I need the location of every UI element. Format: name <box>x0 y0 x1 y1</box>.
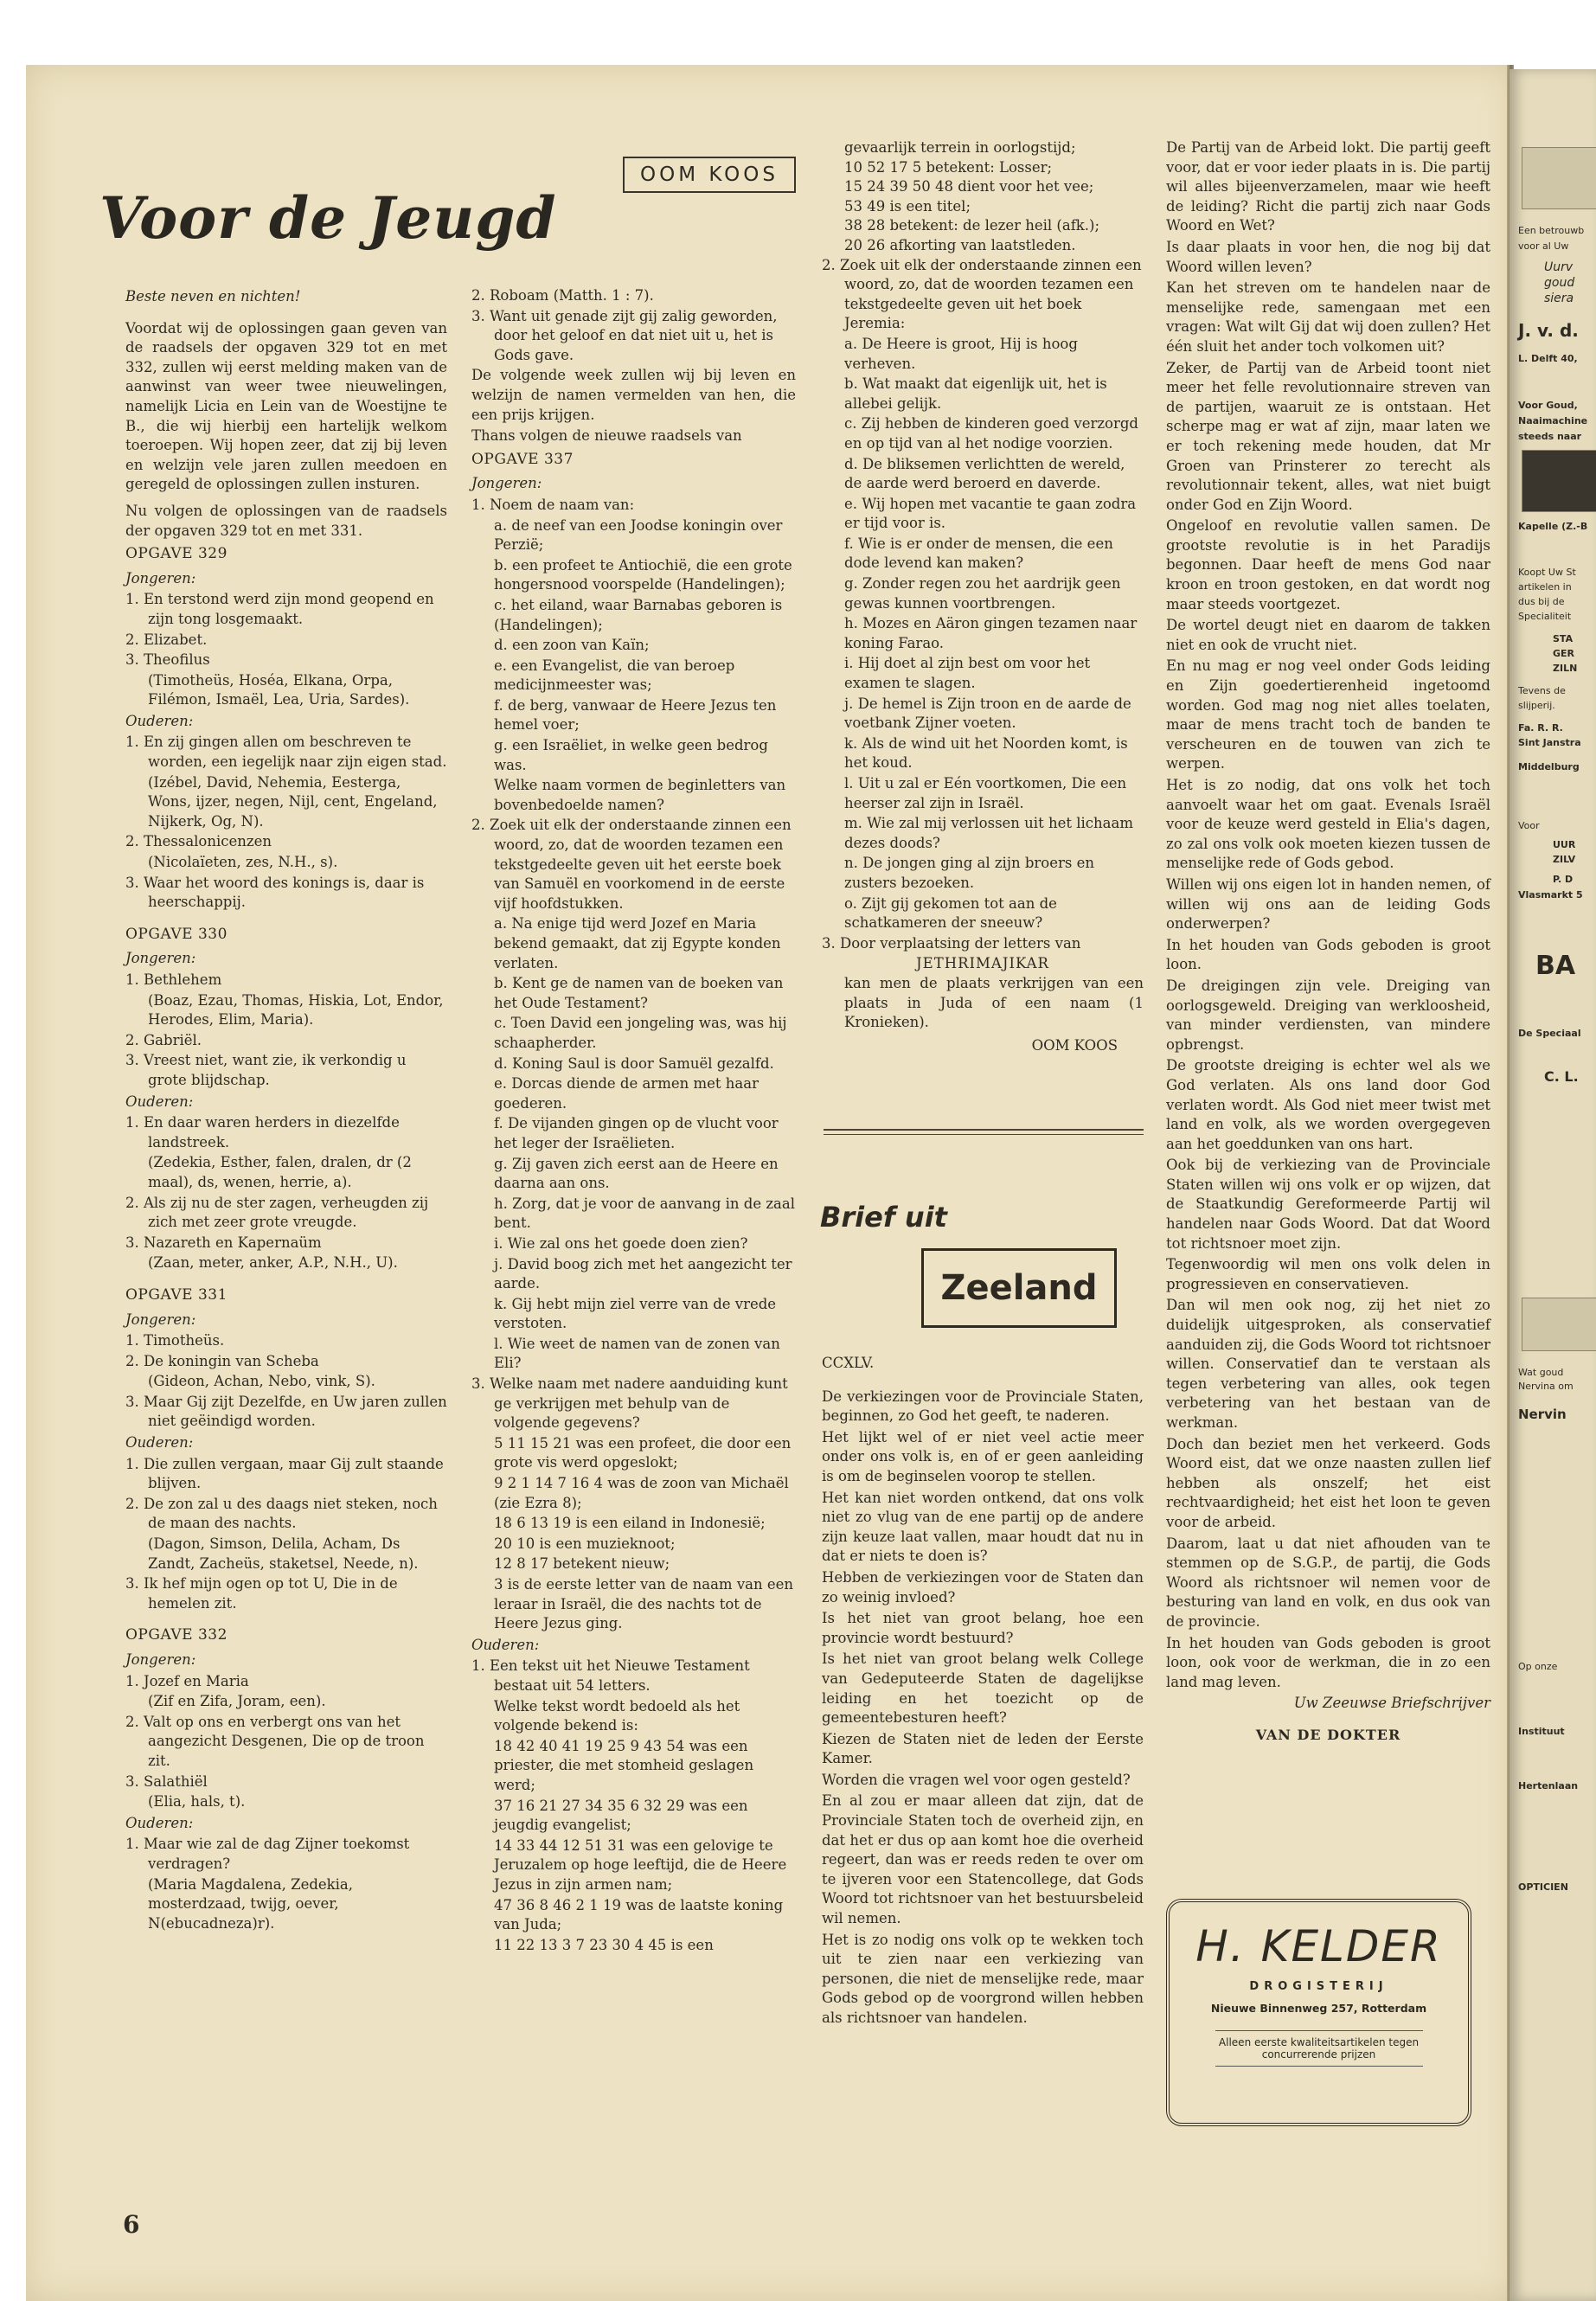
column-1 <box>125 285 447 1934</box>
answer-list <box>125 1455 447 1614</box>
answer-detail: (Maria Magdalena, Zedekia, mosterdzaad, twijg, oever, N(ebucadneza)r). <box>148 1875 354 1932</box>
answer-item: 1. Die zullen vergaan, maar Gij zult staande blijven. <box>125 1455 444 1492</box>
article-paragraph: De dreigingen zijn vele. Dreiging van oorlogsgeweld. Dreiging van werkloosheid, van minder verdiensten, van mindere opbrengst. <box>1166 977 1490 1053</box>
article-paragraph: De wortel deugt niet en daarom de takken niet en ook de vrucht niet. <box>1166 617 1490 653</box>
puzzle-clue: i. Wie zal ons het goede doen zien? <box>494 1234 748 1252</box>
answer-item: 3. Vreest niet, want zie, ik verkondig u grote blijdschap. <box>125 1052 407 1088</box>
puzzle-clue: f. Wie is er onder de mensen, die een dode levend kan maken? <box>844 535 1113 572</box>
answer-item: 3. Nazareth en Kapernaüm <box>125 1234 322 1251</box>
puzzle-clue: d. Koning Saul is door Samuël gezalfd. <box>494 1054 774 1072</box>
answer-detail: (Nicolaïeten, zes, N.H., s). <box>148 854 338 871</box>
answer-item: 1. Jozef en Maria <box>125 1672 249 1689</box>
article-paragraph: Doch dan beziet men het verkeerd. Gods Woord eist, dat we onze naasten zullen lief hebben als onszelf; het eist rechtvaardigheid; het eist het loon te geven voor de arbeid. <box>1166 1435 1490 1530</box>
ad-box <box>1522 147 1596 209</box>
puzzle-clue: m. Wie zal mij verlossen uit het lichaam dezes doods? <box>844 815 1133 851</box>
intro-paragraph-2: Nu volgen de oplossingen van de raadsels der opgaven 329 tot en met 331. <box>125 502 447 539</box>
group-label: Jongeren: <box>125 569 196 586</box>
group-label: Ouderen: <box>125 1093 194 1110</box>
answer-list <box>125 590 447 710</box>
group-label: Ouderen: <box>125 1814 194 1831</box>
puzzle-clue: h. Mozes en Aäron gingen tezamen naar koning Farao. <box>844 615 1138 651</box>
answer-item: 3. Salathiël <box>125 1772 208 1790</box>
section-title-box: Zeeland <box>921 1248 1117 1328</box>
group-label: Jongeren: <box>125 950 196 967</box>
puzzle-list <box>471 1657 796 1955</box>
puzzle-clue: 20 10 is een muzieknoot; <box>494 1535 676 1552</box>
puzzle-clue: c. Toen David een jongeling was, was hij schaapherder. <box>494 1015 787 1051</box>
ad-text: UUR <box>1553 839 1576 850</box>
ad-text: Voor <box>1518 820 1540 831</box>
puzzle-clue: g. Zij gaven zich eerst aan de Heere en daarna aan ons. <box>494 1155 779 1192</box>
ad-text: Nervin <box>1518 1407 1567 1422</box>
article-paragraph: Hebben de verkiezingen voor de Staten dan zo weinig invloed? <box>822 1568 1144 1606</box>
signature: OOM KOOS <box>1031 1036 1118 1054</box>
group-label: Jongeren: <box>125 1311 196 1328</box>
section-heading: OPGAVE 329 <box>125 545 228 563</box>
puzzle-list <box>471 496 796 1634</box>
puzzle-item: 3. Door verplaatsing der letters van <box>822 934 1081 952</box>
puzzle-clue: c. Zij hebben de kinderen goed verzorgd en op tijd van al het nodige voorzien. <box>844 415 1138 452</box>
article-paragraph: En al zou er maar alleen dat zijn, dat de Provinciale Staten toch de overheid zijn, en dat het er dus op aan komt hoe die overheid regeert, dan was er reeds reden te over om te ijveren voor een Statencollege, dat Gods Woord tot richtsnoer van het bestuursbeleid wil nemen. <box>822 1792 1144 1927</box>
ad-address: Nieuwe Binnenweg 257, Rotterdam <box>1210 2002 1427 2015</box>
puzzle-clue: gevaarlijk terrein in oorlogstijd; <box>844 139 1076 156</box>
puzzle-clue: f. de berg, vanwaar de Heere Jezus ten hemel voer; <box>494 696 777 734</box>
answer-item: 3. Maar Gij zijt Dezelfde, en Uw jaren zullen niet geëindigd worden. <box>125 1393 447 1430</box>
article-paragraph: Zeker, de Partij van de Arbeid toont niet meer het felle revolutionnaire streven van de partijen, waaruit ze is ontstaan. Het scherpe mag er wat af zijn, maar laten we er toch rekening mede houden, dat Mr Groen van Prinsterer zo terecht als revolutionnair tekent, alles, wat niet buigt onder God en Zijn Woord. <box>1166 359 1490 513</box>
puzzle-clue: 20 26 afkorting van laatstleden. <box>844 236 1076 253</box>
article-paragraph: Worden die vragen wel voor ogen gesteld? <box>822 1771 1131 1788</box>
puzzle-clue: 47 36 8 46 2 1 19 was de laatste koning van Juda; <box>494 1896 784 1933</box>
article-paragraph: Kiezen de Staten niet de leden der Eerste Kamer. <box>822 1730 1144 1767</box>
group-label: Ouderen: <box>471 1636 540 1653</box>
puzzle-clue: c. het eiland, waar Barnabas geboren is (Handelingen); <box>494 596 783 633</box>
ad-text: ZILN <box>1553 663 1578 674</box>
ad-text: goud <box>1544 276 1575 290</box>
puzzle-clue: o. Zijt gij gekomen tot aan de schatkameren der sneeuw? <box>844 894 1057 932</box>
puzzle-clue: 53 49 is een titel; <box>844 197 971 215</box>
puzzle-clue: b. Wat maakt dat eigenlijk uit, het is allebei gelijk. <box>844 375 1107 412</box>
puzzle-clue: 11 22 13 3 7 23 30 4 45 is een <box>494 1936 714 1953</box>
article-paragraph: Daarom, laat u dat niet afhouden van te stemmen op de S.G.P., de partij, die Gods Woord als richtsnoer wil nemen voor de besturing van land en volk, en dus ook van de provincie. <box>1166 1535 1490 1630</box>
puzzle-clue: 12 8 17 betekent nieuw; <box>494 1555 670 1573</box>
next-page-edge <box>1509 69 1596 2301</box>
article-paragraph: Ongeloof en revolutie vallen samen. De grootste revolutie is in het Paradijs begonnen. Daar heeft de mens God naar kroon en troon gestoken, en dat wordt nog maar steeds voortgezet. <box>1166 517 1490 612</box>
puzzle-clue: 5 11 15 21 was een profeet, die door een grote vis werd opgeslokt; <box>494 1434 792 1471</box>
column-3-lower <box>822 1354 1144 2030</box>
puzzle-clue: n. De jongen ging al zijn broers en zusters bezoeken. <box>844 855 1094 891</box>
group-label: Jongeren: <box>125 1651 196 1668</box>
answer-item: 2. De zon zal u des daags niet steken, noch de maan des nachts. <box>125 1495 438 1532</box>
answer-list <box>125 971 447 1091</box>
article-paragraph: Het is zo nodig, dat ons volk het toch aanvoelt waar het om gaat. Evenals Israël voor de keuze werd gesteld in Elia's dagen, zo zal ons volk ook moeten kiezen tussen de menselijke rede of Gods gebod. <box>1166 777 1490 872</box>
ad-text: steeds naar <box>1518 431 1582 442</box>
ad-text: Hertenlaan <box>1518 1780 1579 1791</box>
puzzle-clue: f. De vijanden gingen op de vlucht voor het leger der Israëlieten. <box>494 1115 779 1151</box>
ad-text: P. D <box>1553 874 1574 885</box>
ad-text: De Speciaal <box>1518 1028 1581 1039</box>
group-label: Jongeren: <box>471 475 542 492</box>
answer-list <box>125 1672 447 1812</box>
answer-list <box>125 1331 447 1432</box>
answer-detail: (Boaz, Ezau, Thomas, Hiskia, Lot, Endor, Herodes, Elim, Maria). <box>148 991 444 1029</box>
section-heading: OPGAVE 337 <box>471 450 574 468</box>
intro-paragraph: Voordat wij de oplossingen gaan geven van de raadsels der opgaven 329 tot en met 332, zullen wij eerst melding maken van de aanwinst van weer twee nieuwelingen, namelijk Licia en Lein van de Woestijne te B., die wij hierbij een hartelijk welkom toeroepen. Wij hopen zeer, dat zij bij leven en welzijn vele jaren zullen meedoen en geregeld de oplossingen zullen insturen. <box>125 319 447 493</box>
puzzle-clue: e. een Evangelist, die van beroep medicijnmeester was; <box>494 657 735 694</box>
answer-item: 3. Theofilus <box>125 651 210 669</box>
puzzle-clue: 10 52 17 5 betekent: Losser; <box>844 158 1053 176</box>
answer-detail: (Zedekia, Esther, falen, dralen, dr (2 maal), ds, wenen, herrie, a). <box>148 1154 412 1190</box>
article-paragraph: In het houden van Gods geboden is groot loon. <box>1166 936 1490 973</box>
answer-item: 3. Waar het woord des konings is, daar is heerschappij. <box>125 874 425 911</box>
puzzle-clue: a. de neef van een Joodse koningin over Perzië; <box>494 516 783 554</box>
answer-item: 1. Maar wie zal de dag Zijner toekomst verdragen? <box>125 1836 410 1872</box>
answer-detail: (Timotheüs, Hoséa, Elkana, Orpa, Filémon, Ismaël, Lea, Uria, Sardes). <box>148 671 410 708</box>
ad-text: Fa. R. R. <box>1518 722 1563 734</box>
answer-item: 2. Roboam (Matth. 1 : 7). <box>471 287 654 304</box>
article-paragraph: Is het niet van groot belang, hoe een provincie wordt bestuurd? <box>822 1610 1144 1646</box>
section-heading: OPGAVE 331 <box>125 1285 228 1304</box>
answer-item: 2. Gabriël. <box>125 1031 202 1048</box>
ad-text: Naaimachine <box>1518 415 1588 426</box>
answer-item: 2. De koningin van Scheba <box>125 1352 319 1369</box>
answer-detail: (Gideon, Achan, Nebo, vink, S). <box>148 1373 375 1390</box>
section-heading: OPGAVE 330 <box>125 925 228 943</box>
section-title: Brief uit <box>820 1201 947 1234</box>
article-paragraph: Is daar plaats in voor hen, die nog bij dat Woord willen leven? <box>1166 238 1490 275</box>
answer-list <box>125 1835 447 1933</box>
article-paragraph: Tegenwoordig wil men ons volk delen in progressieven en conservatieven. <box>1166 1256 1490 1292</box>
answer-item: 1. Timotheüs. <box>125 1332 225 1349</box>
puzzle-item: 3. Welke naam met nadere aanduiding kunt ge verkrijgen met behulp van de volgende gegevens? <box>471 1375 788 1432</box>
puzzle-clue: a. De Heere is groot, Hij is hoog verheven. <box>844 335 1078 372</box>
ad-text: Koopt Uw St <box>1518 567 1576 578</box>
article-paragraph: Is het niet van groot belang welk College van Gedeputeerde Staten de dagelijkse leiding en het toezicht op de gemeentebesturen heeft? <box>822 1650 1144 1727</box>
article-paragraph: De Partij van de Arbeid lokt. Die partij geeft voor, dat er voor ieder plaats in is. Die partij wil alles bijeenverzamelen, maar wie heeft de leiding? Richt die partij zich naar Gods Woord en Wet? <box>1166 139 1490 234</box>
article-paragraph: Willen wij ons eigen lot in handen nemen, of willen wij ons aan de leiding Gods onderwerpen? <box>1166 875 1490 933</box>
answer-detail: (Zif en Zifa, Joram, een). <box>148 1693 326 1710</box>
ad-text: STA <box>1553 633 1574 644</box>
column-3 <box>822 138 1144 1055</box>
puzzle-clue: j. De hemel is Zijn troon en de aarde de voetbank Zijner voeten. <box>844 695 1131 732</box>
section-heading: OPGAVE 332 <box>125 1626 228 1644</box>
ad-text: slijperij. <box>1518 700 1555 711</box>
article-paragraph: Het kan niet worden ontkend, dat ons volk niet zo vlug van de ene partij op de andere zijn keuze laat vallen, maar houdt dat nu in dat er niets te doen is? <box>822 1489 1144 1565</box>
ad-image <box>1522 450 1596 512</box>
answer-item: 2. Als zij nu de ster zagen, verheugden zij zich met zeer grote vreugde. <box>125 1194 429 1231</box>
article-paragraph: Ook bij de verkiezing van de Provinciale Staten willen wij ons volk er op wijzen, dat de Staatkundig Gereformeerde Partij wil handelen naar Gods Woord. Dat dat Woord tot richtsnoer moet zijn. <box>1166 1157 1490 1252</box>
page-number: 6 <box>123 2210 140 2239</box>
ad-text: artikelen in <box>1518 581 1572 593</box>
article-paragraph: In het houden van Gods geboden is groot loon, ook voor de werkman, die in zo een land mag leven. <box>1166 1634 1490 1690</box>
puzzle-clue: l. Wie weet de namen van de zonen van Eli? <box>494 1335 780 1372</box>
puzzle-item: 1. Een tekst uit het Nieuwe Testament bestaat uit 54 letters. <box>471 1657 750 1694</box>
puzzle-clue: e. Wij hopen met vacantie te gaan zodra er tijd voor is. <box>844 495 1137 532</box>
ad-text: BA <box>1535 951 1576 981</box>
ad-text: Tevens de <box>1518 685 1566 696</box>
ad-text: siera <box>1544 292 1574 305</box>
ad-text: Kapelle (Z.-B <box>1518 521 1588 532</box>
answer-item: 2. Valt op ons en verbergt ons van het aangezicht Desgenen, Die op de troon zit. <box>125 1713 425 1769</box>
ad-text: Een betrouwb <box>1518 225 1585 236</box>
puzzle-clue: 9 2 1 14 7 16 4 was de zoon van Michaël (zie Ezra 8); <box>494 1475 789 1511</box>
article-paragraph: De verkiezingen voor de Provinciale Staten, beginnen, zo God het geeft, te naderen. <box>822 1388 1144 1425</box>
puzzle-clue: k. Gij hebt mijn ziel verre van de vrede verstoten. <box>494 1295 777 1332</box>
ad-text: Op onze <box>1518 1661 1558 1672</box>
puzzle-clue: 3 is de eerste letter van de naam van een leraar in Israël, die des nachts tot de Heere Jezus ging. <box>494 1576 794 1632</box>
section-heading: VAN DE DOKTER <box>1255 1726 1401 1743</box>
puzzle-list <box>822 256 1144 954</box>
column-divider <box>824 1129 1144 1131</box>
answer-item: 1. En zij gingen allen om beschreven te worden, een iegelijk naar zijn eigen stad. <box>125 734 447 771</box>
page-title: Voor de Jeugd <box>99 184 557 252</box>
answer-list <box>125 1113 447 1273</box>
ad-slogan: Alleen eerste kwaliteitsartikelen tegen concurrerende prijzen <box>1215 2030 1423 2067</box>
answer-detail: (Zaan, meter, anker, A.P., N.H., U). <box>148 1254 398 1272</box>
ad-text: Sint Janstra <box>1518 737 1581 748</box>
puzzle-clue: 14 33 44 12 51 31 was een gelovige te Jeruzalem op hoge leeftijd, die de Heere Jezus in zijn armen nam; <box>494 1836 787 1893</box>
paragraph: De volgende week zullen wij bij leven en welzijn de namen vermelden van hen, die een prijs krijgen. <box>471 367 796 423</box>
puzzle-clue: l. Uit u zal er Eén voortkomen, Die een heerser zal zijn in Israël. <box>844 775 1127 811</box>
ad-text: OPTICIEN <box>1518 1881 1568 1893</box>
puzzle-clue: Welke naam vormen de beginletters van bovenbedoelde namen? <box>494 777 786 813</box>
ad-subtitle: DROGISTERIJ <box>1249 1980 1388 1993</box>
puzzle-clue: b. Kent ge de namen van de boeken van het Oude Testament? <box>494 975 784 1011</box>
puzzle-clue: g. Zonder regen zou het aardrijk geen gewas kunnen voortbrengen. <box>844 575 1121 612</box>
ad-text: Uurv <box>1544 260 1574 274</box>
puzzle-clue: e. Dorcas diende de armen met haar goederen. <box>494 1075 759 1112</box>
puzzle-clue: k. Als de wind uit het Noorden komt, is het koud. <box>844 734 1128 772</box>
ad-text: Instituut <box>1518 1726 1565 1737</box>
ad-text: voor al Uw <box>1518 240 1569 252</box>
column-2 <box>471 286 796 1956</box>
ad-text: C. L. <box>1544 1068 1579 1085</box>
ad-text: Specialiteit <box>1518 611 1572 622</box>
puzzle-clue: Welke tekst wordt bedoeld als het volgende bekend is: <box>494 1697 740 1734</box>
answer-list <box>125 733 447 912</box>
ad-text: Nervina om <box>1518 1381 1574 1392</box>
ad-text: Middelburg <box>1518 761 1580 772</box>
ad-text: Wat goud <box>1518 1367 1564 1378</box>
greeting: Beste neven en nichten! <box>125 288 301 304</box>
answer-item: 1. En terstond werd zijn mond geopend en zijn tong losgemaakt. <box>125 591 434 627</box>
column-4 <box>1166 138 1490 1747</box>
puzzle-clue: 18 6 13 19 is een eiland in Indonesië; <box>494 1515 766 1532</box>
ad-text: GER <box>1553 648 1575 659</box>
puzzle-clue: 38 28 betekent: de lezer heil (afk.); <box>844 217 1100 234</box>
puzzle-clue: g. een Israëliet, in welke geen bedrog was. <box>494 737 768 773</box>
answer-detail: (Elia, hals, t). <box>148 1793 246 1811</box>
drugstore-ad <box>1166 1899 1471 2126</box>
answer-item: 3. Want uit genade zijt gij zalig geworden, door het geloof en dat niet uit u, het is Gods gave. <box>471 307 778 363</box>
ad-box <box>1522 1298 1596 1351</box>
puzzle-clue: 18 42 40 41 19 25 9 43 54 was een priester, die met stomheid geslagen werd; <box>494 1737 754 1793</box>
puzzle-clue: kan men de plaats verkrijgen van een plaats in Juda of een naam (1 Kronieken). <box>844 974 1144 1031</box>
puzzle-item: 2. Zoek uit elk der onderstaande zinnen een woord, zo, dat de woorden tezamen een tekstgedeelte geven uit het eerste boek van Samuël en voorkomend in de eerste vijf hoofdstukken. <box>471 817 792 912</box>
puzzle-clue: h. Zorg, dat je voor de aanvang in de zaal bent. <box>494 1195 796 1232</box>
article-paragraph: Dan wil men ook nog, zij het niet zo duidelijk uitgesproken, als conservatief aanduiden zij, die Gods Woord tot richtsnoer willen. Conservatief dan te verstaan als tegen verbetering van alles, ook tegen verbetering van het bestaan van de werkman. <box>1166 1297 1490 1431</box>
signature: Uw Zeeuwse Briefschrijver <box>1293 1695 1490 1712</box>
answer-item: 2. Thessalonicenzen <box>125 833 272 850</box>
puzzle-clue: b. een profeet te Antiochië, die een grote hongersnood voorspelde (Handelingen); <box>494 556 792 593</box>
article-paragraph: Het is zo nodig ons volk op te wekken toch uit te zien naar een verkiezing van personen, die niet de menselijke rede, maar Gods gebod op de voorgrond willen hebben als richtsnoer van handelen. <box>822 1931 1144 2026</box>
group-label: Ouderen: <box>125 1434 194 1452</box>
puzzle-word: JETHRIMAJIKAR <box>916 955 1049 972</box>
group-label: Ouderen: <box>125 712 194 729</box>
puzzle-clue: d. De bliksemen verlichtten de wereld, de aarde werd beroerd en daverde. <box>844 455 1125 492</box>
puzzle-item: 2. Zoek uit elk der onderstaande zinnen een woord, zo, dat de woorden tezamen een tekstgedeelte geven uit het boek Jeremia: <box>822 256 1142 332</box>
ad-text: ZILV <box>1553 854 1576 865</box>
puzzle-clue: a. Na enige tijd werd Jozef en Maria bekend gemaakt, dat zij Egypte konden verlaten. <box>494 915 781 971</box>
article-paragraph: De grootste dreiging is echter wel als we God verlaten. Als ons land door God verlaten wordt. Als God niet meer twist met land en volk, als we worden overgegeven aan het goeddunken van ons hart. <box>1166 1057 1490 1152</box>
puzzle-clue: 15 24 39 50 48 dient voor het vee; <box>844 178 1094 195</box>
puzzle-clue: d. een zoon van Kaïn; <box>494 637 650 654</box>
column-divider <box>824 1134 1144 1135</box>
answer-item: 3. Ik hef mijn ogen op tot U, Die in de hemelen zit. <box>125 1575 398 1612</box>
ad-text: L. Delft 40, <box>1518 353 1578 364</box>
ad-text: dus bij de <box>1518 596 1565 607</box>
ad-text: J. v. d. <box>1518 320 1579 341</box>
ad-text: Voor Goud, <box>1518 400 1578 411</box>
answer-list <box>471 286 796 365</box>
puzzle-clue: j. David boog zich met het aangezicht ter aarde. <box>494 1255 792 1292</box>
answer-item: 2. Elizabet. <box>125 631 208 648</box>
ad-text: Vlasmarkt 5 <box>1518 889 1583 901</box>
byline-box: OOM KOOS <box>623 157 796 193</box>
answer-item: 1. En daar waren herders in diezelfde landstreek. <box>125 1114 400 1150</box>
puzzle-clue: i. Hij doet al zijn best om voor het examen te slagen. <box>844 655 1091 692</box>
article-paragraph: En nu mag er nog veel onder Gods leiding en Zijn goedertierenheid ingetoomd worden. God mag nog niet alles toelaten, maar de mens tracht toch de banden te verscheuren en de touwen van zich te werpen. <box>1166 657 1490 772</box>
answer-detail: (Izébel, David, Nehemia, Eesterga, Wons, ijzer, negen, Nijl, cent, Engeland, Nijkerk, Og, N). <box>148 773 438 830</box>
ad-company-name: H. KELDER <box>1195 1921 1442 1971</box>
article-paragraph: Het lijkt wel of er niet veel actie meer onder ons volk is, en of er geen aanleiding is om de beginselen voorop te stellen. <box>822 1428 1144 1484</box>
article-number: CCXLV. <box>822 1355 875 1371</box>
paragraph: Thans volgen de nieuwe raadsels van <box>471 427 742 445</box>
puzzle-item: 1. Noem de naam van: <box>471 496 635 513</box>
answer-detail: (Dagon, Simson, Delila, Acham, Ds Zandt, Zacheüs, staketsel, Neede, n). <box>148 1535 419 1572</box>
puzzle-clue: 37 16 21 27 34 35 6 32 29 was een jeugdig evangelist; <box>494 1797 748 1834</box>
answer-item: 1. Bethlehem <box>125 971 222 988</box>
article-paragraph: Kan het streven om te handelen naar de menselijke rede, samengaan met een vragen: Wat wilt Gij dat wij doen zullen? Het één sluit het ander toch volkomen uit? <box>1166 279 1490 355</box>
